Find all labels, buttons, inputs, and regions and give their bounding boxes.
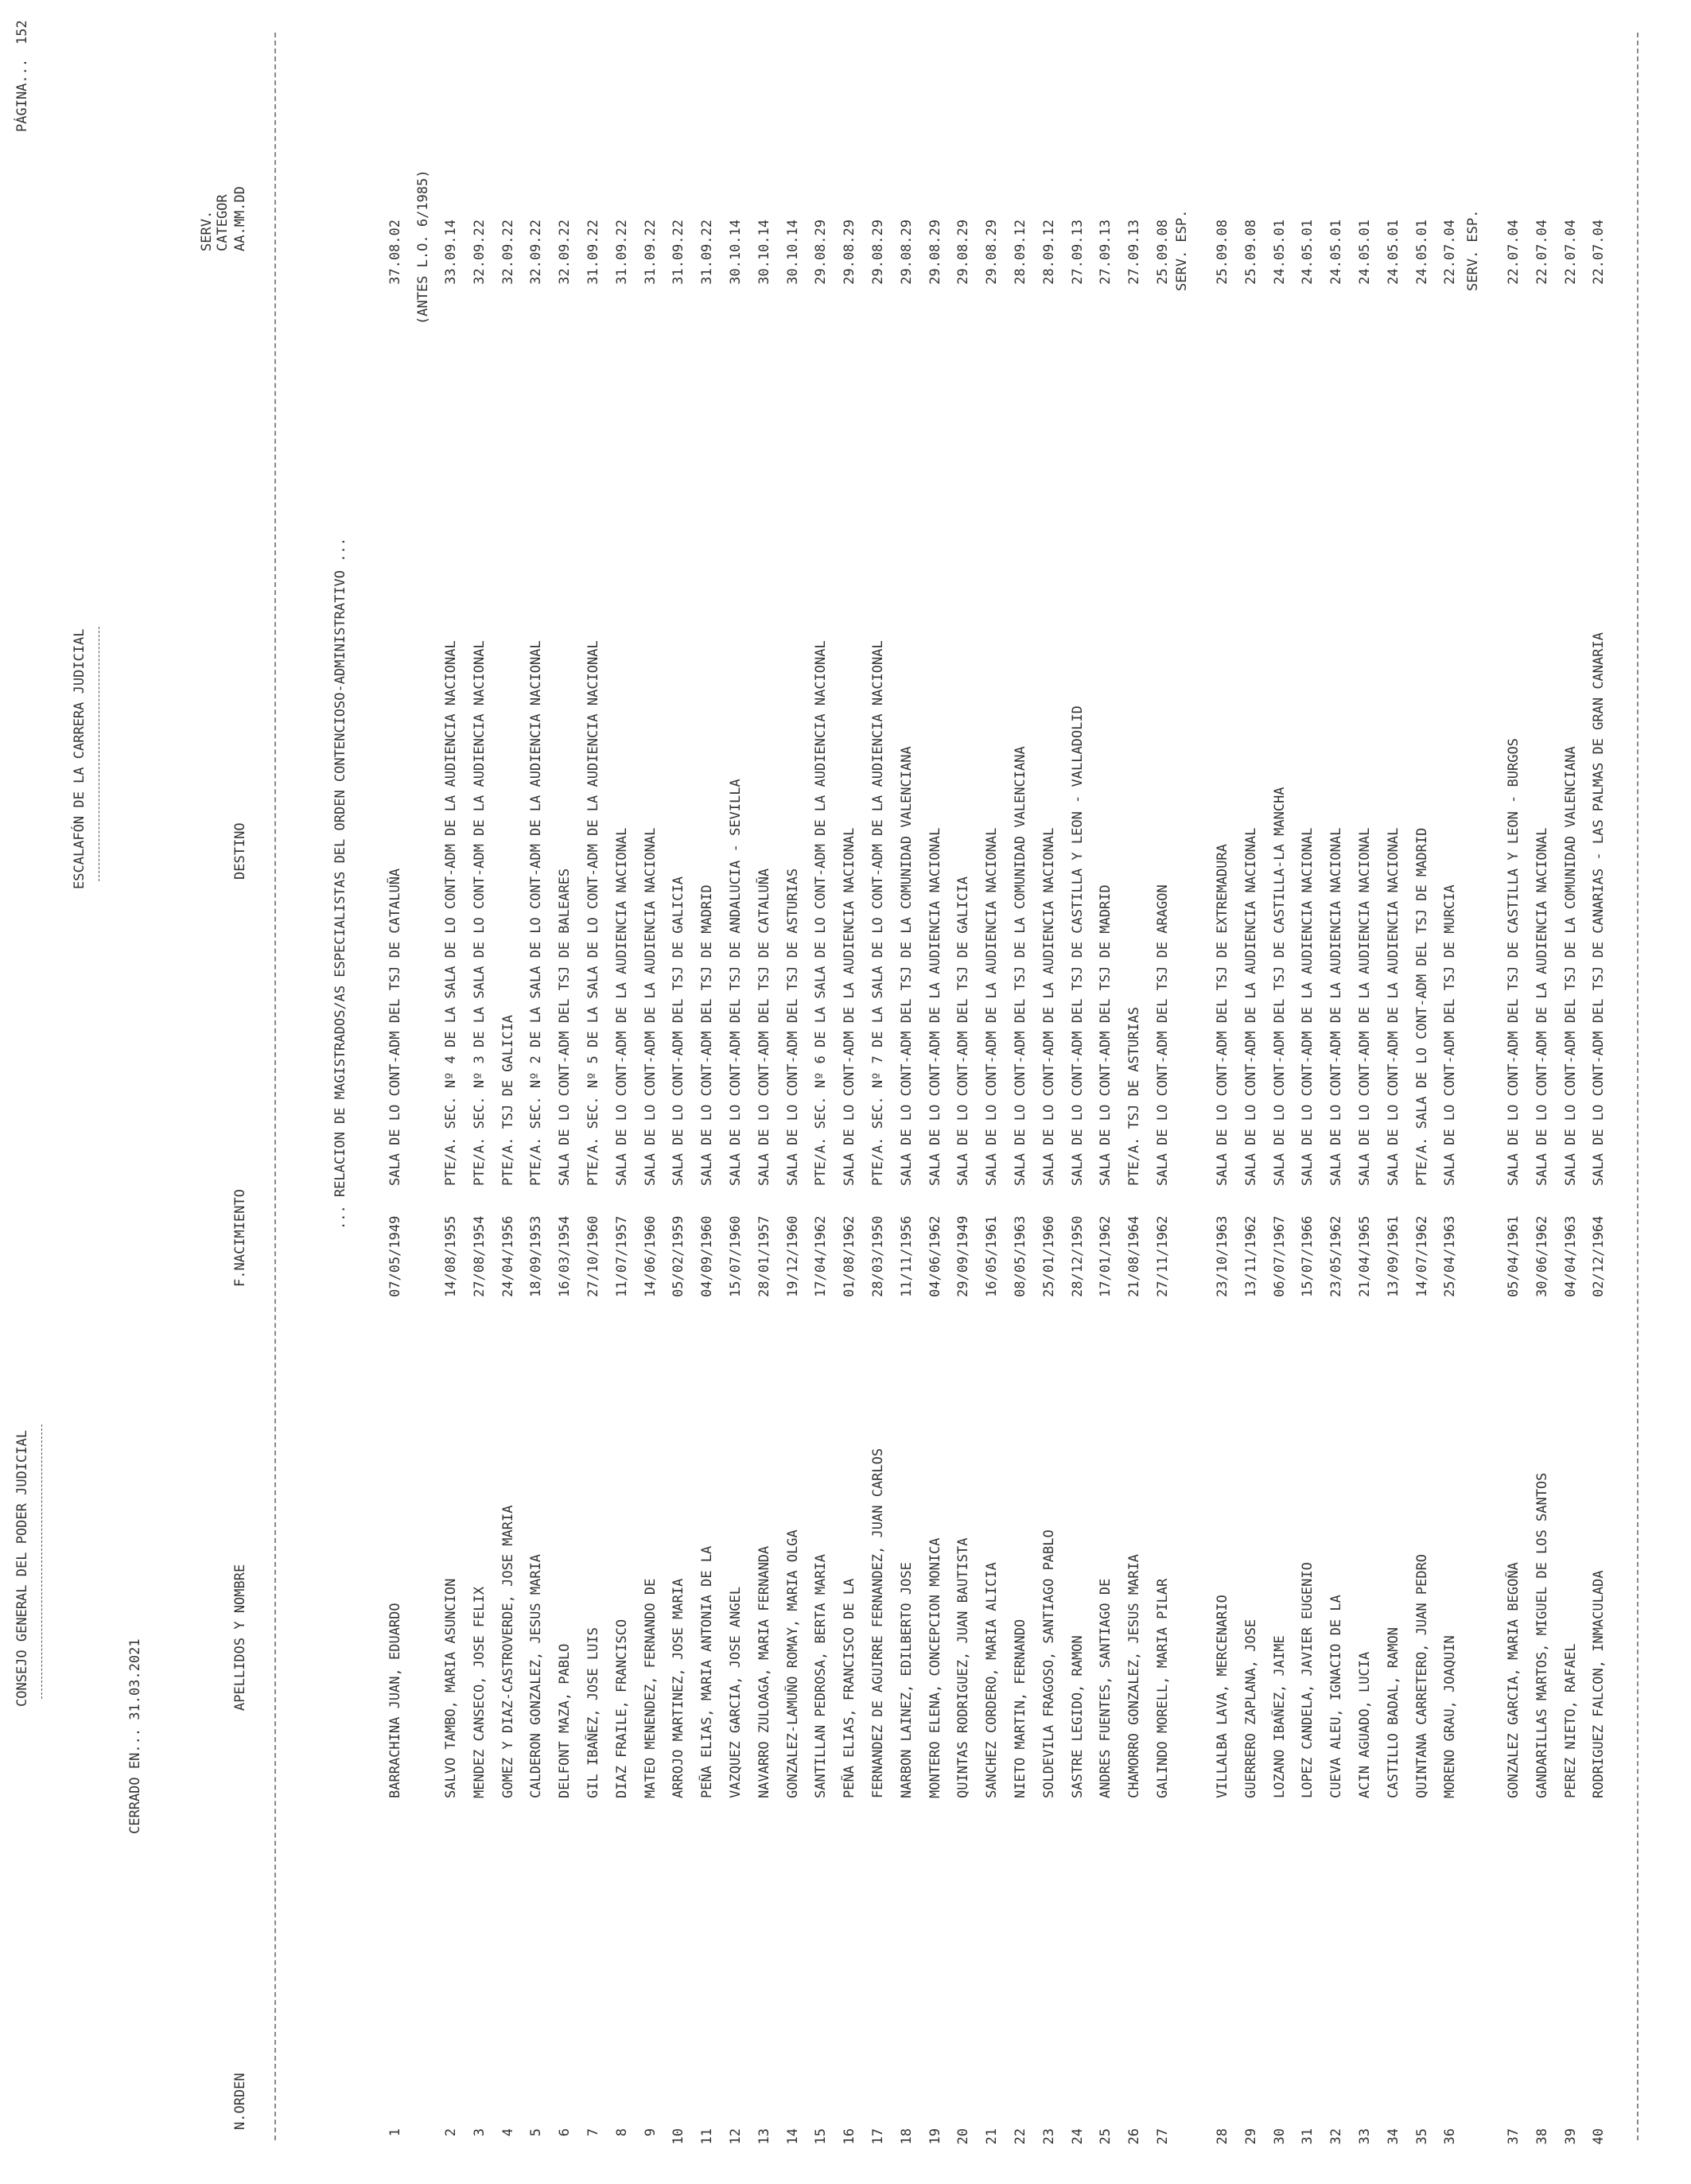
row-birth-date: 07/05/1949 xyxy=(387,1215,403,1297)
row-name: NAVARRO ZULOAGA, MARIA FERNANDA xyxy=(756,1545,772,1798)
row-destination: SALA DE LO CONT-ADM DEL TSJ DE GALICIA xyxy=(955,876,971,1186)
row-number: 26 xyxy=(1126,2128,1142,2145)
row-number: 13 xyxy=(756,2128,772,2145)
row-service-time: 25.09.08 xyxy=(1243,220,1259,285)
row-destination: SALA DE LO CONT-ADM DE LA AUDIENCIA NACIONAL xyxy=(1357,827,1373,1186)
row-name: ARROJO MARTINEZ, JOSE MARIA xyxy=(671,1578,686,1798)
row-birth-date: 25/01/1960 xyxy=(1041,1215,1057,1297)
row-service-time: 29.08.29 xyxy=(899,220,915,285)
row-service-time: 30.10.14 xyxy=(728,220,744,285)
row-name: GANDARILLAS MARTOS, MIGUEL DE LOS SANTOS xyxy=(1534,1472,1550,1798)
row-number: 23 xyxy=(1041,2128,1057,2145)
note-serv-esp-1: SERV. ESP. xyxy=(1174,209,1190,291)
row-birth-date: 29/09/1949 xyxy=(955,1215,971,1297)
row-number: 36 xyxy=(1442,2128,1458,2145)
row-number: 2 xyxy=(443,2128,459,2137)
row-service-time: 31.09.22 xyxy=(699,220,715,285)
row-destination: SALA DE LO CONT-ADM DE LA AUDIENCIA NACIONAL xyxy=(1243,827,1259,1186)
row-birth-date: 19/12/1960 xyxy=(785,1215,801,1297)
row-birth-date: 27/08/1954 xyxy=(472,1215,488,1297)
row-destination: SALA DE LO CONT-ADM DEL TSJ DE MADRID xyxy=(699,884,715,1186)
row-destination: SALA DE LO CONT-ADM DEL TSJ DE EXTREMADURA xyxy=(1215,844,1230,1186)
row-name: VILLALBA LAVA, MERCENARIO xyxy=(1215,1595,1230,1798)
row-destination: SALA DE LO CONT-ADM DEL TSJ DE CANARIAS - LAS PALMAS DE GRAN CANARIA xyxy=(1591,632,1607,1186)
row-birth-date: 25/04/1963 xyxy=(1442,1215,1458,1297)
row-number: 39 xyxy=(1563,2128,1579,2145)
row-number: 17 xyxy=(870,2128,886,2145)
row-number: 28 xyxy=(1215,2128,1230,2145)
row-service-time: 27.09.13 xyxy=(1070,220,1086,285)
row-number: 15 xyxy=(813,2128,829,2145)
row-name: ACIN AGUADO, LUCIA xyxy=(1357,1651,1373,1798)
row-destination: SALA DE LO CONT-ADM DEL TSJ DE ANDALUCIA - SEVILLA xyxy=(728,779,744,1186)
row-number: 32 xyxy=(1328,2128,1344,2145)
row-destination: PTE/A. TSJ DE GALICIA xyxy=(500,1015,516,1186)
row-number: 9 xyxy=(643,2128,659,2137)
row-service-time: 29.08.29 xyxy=(927,220,943,285)
row-destination: SALA DE LO CONT-ADM DE LA AUDIENCIA NACIONAL xyxy=(1041,827,1057,1186)
row-service-time: 22.07.04 xyxy=(1442,220,1458,285)
row-birth-date: 04/06/1962 xyxy=(927,1215,943,1297)
row-name: DELFONT MAZA, PABLO xyxy=(557,1643,573,1798)
row-destination: SALA DE LO CONT-ADM DE LA AUDIENCIA NACIONAL xyxy=(1386,827,1401,1186)
row-name: SANTILLAN PEDROSA, BERTA MARIA xyxy=(813,1553,829,1798)
row-number: 35 xyxy=(1414,2128,1430,2145)
row-number: 40 xyxy=(1591,2128,1607,2145)
row-service-time: 24.05.01 xyxy=(1300,220,1316,285)
row-birth-date: 21/08/1964 xyxy=(1126,1215,1142,1297)
page-number: 152 xyxy=(14,20,30,45)
row-birth-date: 13/09/1961 xyxy=(1386,1215,1401,1297)
row-name: CUEVA ALEU, IGNACIO DE LA xyxy=(1328,1595,1344,1798)
row-service-time: 31.09.22 xyxy=(671,220,686,285)
row-birth-date: 28/01/1957 xyxy=(756,1215,772,1297)
row-birth-date: 15/07/1960 xyxy=(728,1215,744,1297)
row-destination: SALA DE LO CONT-ADM DE LA AUDIENCIA NACIONAL xyxy=(842,827,857,1186)
row-birth-date: 04/09/1960 xyxy=(699,1215,715,1297)
row-name: DIAZ FRAILE, FRANCISCO xyxy=(614,1619,630,1798)
row-birth-date: 11/07/1957 xyxy=(614,1215,630,1297)
row-birth-date: 08/05/1963 xyxy=(1013,1215,1028,1297)
row-service-time: 33.09.14 xyxy=(443,220,459,285)
row-birth-date: 16/05/1961 xyxy=(984,1215,1000,1297)
row-birth-date: 14/06/1960 xyxy=(643,1215,659,1297)
row-destination: SALA DE LO CONT-ADM DE LA AUDIENCIA NACIONAL xyxy=(1534,827,1550,1186)
row-name: PEREZ NIETO, RAFAEL xyxy=(1563,1643,1579,1798)
row-name: PEÑA ELIAS, MARIA ANTONIA DE LA xyxy=(699,1545,715,1798)
row-destination: SALA DE LO CONT-ADM DE LA AUDIENCIA NACIONAL xyxy=(1328,827,1344,1186)
row-name: CASTILLO BADAL, RAMON xyxy=(1386,1627,1401,1798)
row-name: NIETO MARTIN, FERNANDO xyxy=(1013,1619,1028,1798)
row-service-time: 24.05.01 xyxy=(1414,220,1430,285)
row-number: 14 xyxy=(785,2128,801,2145)
row-service-time: 28.09.12 xyxy=(1041,220,1057,285)
row-name: MONTERO ELENA, CONCEPCION MONICA xyxy=(927,1537,943,1798)
row-service-time: 25.09.08 xyxy=(1155,220,1171,285)
row-destination: SALA DE LO CONT-ADM DEL TSJ DE CATALUÑA xyxy=(756,868,772,1186)
row-service-time: 24.05.01 xyxy=(1328,220,1344,285)
row-destination: PTE/A. SEC. Nº 3 DE LA SALA DE LO CONT-ADM DE LA AUDIENCIA NACIONAL xyxy=(472,640,488,1186)
col-nombre: APELLIDOS Y NOMBRE xyxy=(232,1564,248,1711)
row-destination: PTE/A. SEC. Nº 7 DE LA SALA DE LO CONT-ADM DE LA AUDIENCIA NACIONAL xyxy=(870,640,886,1186)
row-name: SANCHEZ CORDERO, MARIA ALICIA xyxy=(984,1562,1000,1798)
row-service-time: 24.05.01 xyxy=(1357,220,1373,285)
row-birth-date: 21/04/1965 xyxy=(1357,1215,1373,1297)
row-destination: PTE/A. SEC. Nº 2 DE LA SALA DE LO CONT-ADM DE LA AUDIENCIA NACIONAL xyxy=(528,640,544,1186)
row-service-time: 29.08.29 xyxy=(870,220,886,285)
row-service-time: 25.09.08 xyxy=(1215,220,1230,285)
row-service-time: 32.09.22 xyxy=(528,220,544,285)
row-service-time: 27.09.13 xyxy=(1098,220,1114,285)
row-number: 25 xyxy=(1098,2128,1114,2145)
row-number: 21 xyxy=(984,2128,1000,2145)
row-service-time: 29.08.29 xyxy=(984,220,1000,285)
row-name: QUINTAS RODRIGUEZ, JUAN BAUTISTA xyxy=(955,1537,971,1798)
row-service-time: 24.05.01 xyxy=(1272,220,1288,285)
row-birth-date: 05/04/1961 xyxy=(1506,1215,1522,1297)
row-destination: SALA DE LO CONT-ADM DEL TSJ DE CATALUÑA xyxy=(387,868,403,1186)
row-birth-date: 01/08/1962 xyxy=(842,1215,857,1297)
row-service-time: 29.08.29 xyxy=(955,220,971,285)
row-number: 6 xyxy=(557,2128,573,2137)
row-service-time: 32.09.22 xyxy=(557,220,573,285)
row-number: 30 xyxy=(1272,2128,1288,2145)
row-birth-date: 17/01/1962 xyxy=(1098,1215,1114,1297)
row-number: 8 xyxy=(614,2128,630,2137)
row-service-time: 32.09.22 xyxy=(472,220,488,285)
row-name: LOZANO IBAÑEZ, JAIME xyxy=(1272,1635,1288,1798)
note-serv-esp-2: SERV. ESP. xyxy=(1465,209,1481,291)
row-birth-date: 14/08/1955 xyxy=(443,1215,459,1297)
row-name: GOMEZ Y DIAZ-CASTROVERDE, JOSE MARIA xyxy=(500,1505,516,1798)
row-number: 24 xyxy=(1070,2128,1086,2145)
row-number: 34 xyxy=(1386,2128,1401,2145)
row-birth-date: 16/03/1954 xyxy=(557,1215,573,1297)
row-name: SALVO TAMBO, MARIA ASUNCION xyxy=(443,1578,459,1798)
header-rule xyxy=(274,33,276,2140)
row-service-time: 29.08.29 xyxy=(813,220,829,285)
row-destination: PTE/A. SEC. Nº 6 DE LA SALA DE LO CONT-ADM DE LA AUDIENCIA NACIONAL xyxy=(813,640,829,1186)
row-service-time: 32.09.22 xyxy=(500,220,516,285)
row-name: MATEO MENENDEZ, FERNANDO DE xyxy=(643,1578,659,1798)
row-destination: PTE/A. TSJ DE ASTURIAS xyxy=(1126,1006,1142,1186)
row-birth-date: 14/07/1962 xyxy=(1414,1215,1430,1297)
row-destination: SALA DE LO CONT-ADM DEL TSJ DE CASTILLA-LA MANCHA xyxy=(1272,787,1288,1186)
row-number: 33 xyxy=(1357,2128,1373,2145)
row-name: QUINTANA CARRETERO, JUAN PEDRO xyxy=(1414,1553,1430,1798)
row-service-time: 22.07.04 xyxy=(1563,220,1579,285)
row-destination: SALA DE LO CONT-ADM DEL TSJ DE ARAGON xyxy=(1155,884,1171,1186)
col-serv-3: AA.MM.DD xyxy=(232,186,248,251)
row-birth-date: 23/05/1962 xyxy=(1328,1215,1344,1297)
row-service-time: 29.08.29 xyxy=(842,220,857,285)
col-serv-2: CATEGOR xyxy=(215,194,231,251)
row-name: GUERRERO ZAPLANA, JOSE xyxy=(1243,1619,1259,1798)
row-number: 7 xyxy=(585,2128,601,2137)
row-name: FERNANDEZ DE AGUIRRE FERNANDEZ, JUAN CARLOS xyxy=(870,1448,886,1798)
row-name: GONZALEZ GARCIA, MARIA BEGOÑA xyxy=(1506,1562,1522,1798)
row-birth-date: 23/10/1963 xyxy=(1215,1215,1230,1297)
row-service-time: 24.05.01 xyxy=(1386,220,1401,285)
row-birth-date: 28/03/1950 xyxy=(870,1215,886,1297)
row-destination: PTE/A. SEC. Nº 5 DE LA SALA DE LO CONT-ADM DE LA AUDIENCIA NACIONAL xyxy=(585,640,601,1186)
row-birth-date: 27/11/1962 xyxy=(1155,1215,1171,1297)
col-destino: DESTINO xyxy=(232,822,248,880)
row-number: 5 xyxy=(528,2128,544,2137)
row-name: SASTRE LEGIDO, RAMON xyxy=(1070,1635,1086,1798)
row-birth-date: 17/04/1962 xyxy=(813,1215,829,1297)
row-birth-date: 02/12/1964 xyxy=(1591,1215,1607,1297)
row-service-time: 30.10.14 xyxy=(756,220,772,285)
row-destination: PTE/A. SALA DE LO CONT-ADM DEL TSJ DE MADRID xyxy=(1414,827,1430,1186)
row-service-time: 31.09.22 xyxy=(614,220,630,285)
note-antes: (ANTES L.O. 6/1985) xyxy=(415,169,431,324)
row-name: GIL IBAÑEZ, JOSE LUIS xyxy=(585,1627,601,1798)
closed-date: CERRADO EN... 31.03.2021 xyxy=(127,1638,143,1834)
row-number: 18 xyxy=(899,2128,915,2145)
row-destination: SALA DE LO CONT-ADM DE LA AUDIENCIA NACIONAL xyxy=(927,827,943,1186)
row-number: 31 xyxy=(1300,2128,1316,2145)
row-name: ANDRES FUENTES, SANTIAGO DE xyxy=(1098,1578,1114,1798)
row-destination: SALA DE LO CONT-ADM DEL TSJ DE GALICIA xyxy=(671,876,686,1186)
row-service-time: 22.07.04 xyxy=(1534,220,1550,285)
footer-rule xyxy=(1637,33,1639,2140)
row-destination: SALA DE LO CONT-ADM DE LA AUDIENCIA NACIONAL xyxy=(984,827,1000,1186)
row-birth-date: 27/10/1960 xyxy=(585,1215,601,1297)
row-name: VAZQUEZ GARCIA, JOSE ANGEL xyxy=(728,1586,744,1798)
col-serv-1: SERV. xyxy=(199,210,215,251)
row-name: NARBON LAINEZ, EDILBERTO JOSE xyxy=(899,1562,915,1798)
row-name: RODRIGUEZ FALCON, INMACULADA xyxy=(1591,1570,1607,1798)
row-number: 22 xyxy=(1013,2128,1028,2145)
row-service-time: 31.09.22 xyxy=(643,220,659,285)
col-nacimiento: F.NACIMIENTO xyxy=(232,1189,248,1287)
row-number: 38 xyxy=(1534,2128,1550,2145)
row-service-time: 22.07.04 xyxy=(1591,220,1607,285)
row-name: CALDERON GONZALEZ, JESUS MARIA xyxy=(528,1553,544,1798)
row-destination: SALA DE LO CONT-ADM DE LA AUDIENCIA NACIONAL xyxy=(1300,827,1316,1186)
row-number: 27 xyxy=(1155,2128,1171,2145)
row-number: 12 xyxy=(728,2128,744,2145)
row-birth-date: 06/07/1967 xyxy=(1272,1215,1288,1297)
page-label: PÁGINA... xyxy=(14,58,30,132)
row-number: 11 xyxy=(699,2128,715,2145)
row-birth-date: 15/07/1966 xyxy=(1300,1215,1316,1297)
row-destination: SALA DE LO CONT-ADM DEL TSJ DE BALEARES xyxy=(557,868,573,1186)
row-destination: SALA DE LO CONT-ADM DEL TSJ DE MURCIA xyxy=(1442,884,1458,1186)
row-destination: SALA DE LO CONT-ADM DEL TSJ DE MADRID xyxy=(1098,884,1114,1186)
row-name: PEÑA ELIAS, FRANCISCO DE LA xyxy=(842,1578,857,1798)
row-destination: SALA DE LO CONT-ADM DE LA AUDIENCIA NACIONAL xyxy=(614,827,630,1186)
row-birth-date: 18/09/1953 xyxy=(528,1215,544,1297)
row-service-time: 22.07.04 xyxy=(1506,220,1522,285)
row-service-time: 27.09.13 xyxy=(1126,220,1142,285)
row-name: GALINDO MORELL, MARIA PILAR xyxy=(1155,1578,1171,1798)
row-number: 1 xyxy=(387,2128,403,2137)
row-name: MORENO GRAU, JOAQUIN xyxy=(1442,1635,1458,1798)
row-service-time: 37.08.02 xyxy=(387,220,403,285)
row-destination: SALA DE LO CONT-ADM DEL TSJ DE LA COMUNIDAD VALENCIANA xyxy=(899,746,915,1186)
row-birth-date: 24/04/1956 xyxy=(500,1215,516,1297)
row-service-time: 30.10.14 xyxy=(785,220,801,285)
section-title: ... RELACION DE MAGISTRADOS/AS ESPECIALISTAS DEL ORDEN CONTENCIOSO-ADMINISTRATIVO ... xyxy=(332,538,348,1230)
row-destination: SALA DE LO CONT-ADM DEL TSJ DE ASTURIAS xyxy=(785,868,801,1186)
org-name: CONSEJO GENERAL DEL PODER JUDICIAL xyxy=(14,1430,30,1707)
row-birth-date: 28/12/1950 xyxy=(1070,1215,1086,1297)
row-name: SOLDEVILA FRAGOSO, SANTIAGO PABLO xyxy=(1041,1529,1057,1798)
row-birth-date: 04/04/1963 xyxy=(1563,1215,1579,1297)
row-birth-date: 05/02/1959 xyxy=(671,1215,686,1297)
row-birth-date: 30/06/1962 xyxy=(1534,1215,1550,1297)
row-destination: SALA DE LO CONT-ADM DEL TSJ DE LA COMUNIDAD VALENCIANA xyxy=(1563,746,1579,1186)
row-number: 20 xyxy=(955,2128,971,2145)
row-destination: SALA DE LO CONT-ADM DEL TSJ DE LA COMUNIDAD VALENCIANA xyxy=(1013,746,1028,1186)
org-underline xyxy=(41,1424,42,1699)
row-destination: SALA DE LO CONT-ADM DEL TSJ DE CASTILLA Y LEON - BURGOS xyxy=(1506,738,1522,1186)
col-orden: N.ORDEN xyxy=(232,2073,248,2130)
row-destination: SALA DE LO CONT-ADM DE LA AUDIENCIA NACIONAL xyxy=(643,827,659,1186)
row-name: MENDEZ CANSECO, JOSE FELIX xyxy=(472,1586,488,1798)
row-number: 10 xyxy=(671,2128,686,2145)
row-name: GONZALEZ-LAMUÑO ROMAY, MARIA OLGA xyxy=(785,1529,801,1798)
row-birth-date: 11/11/1956 xyxy=(899,1215,915,1297)
row-number: 16 xyxy=(842,2128,857,2145)
row-service-time: 28.09.12 xyxy=(1013,220,1028,285)
row-birth-date: 13/11/1962 xyxy=(1243,1215,1259,1297)
row-number: 4 xyxy=(500,2128,516,2137)
row-number: 29 xyxy=(1243,2128,1259,2145)
row-name: CHAMORRO GONZALEZ, JESUS MARIA xyxy=(1126,1553,1142,1798)
row-name: LOPEZ CANDELA, JAVIER EUGENIO xyxy=(1300,1562,1316,1798)
row-destination: SALA DE LO CONT-ADM DEL TSJ DE CASTILLA Y LEON - VALLADOLID xyxy=(1070,705,1086,1186)
document-title: ESCALAFÓN DE LA CARRERA JUDICIAL xyxy=(72,628,87,889)
row-name: BARRACHINA JUAN, EDUARDO xyxy=(387,1603,403,1798)
row-number: 19 xyxy=(927,2128,943,2145)
row-number: 3 xyxy=(472,2128,488,2137)
row-number: 37 xyxy=(1506,2128,1522,2145)
row-destination: PTE/A. SEC. Nº 4 DE LA SALA DE LO CONT-ADM DE LA AUDIENCIA NACIONAL xyxy=(443,640,459,1186)
row-service-time: 31.09.22 xyxy=(585,220,601,285)
